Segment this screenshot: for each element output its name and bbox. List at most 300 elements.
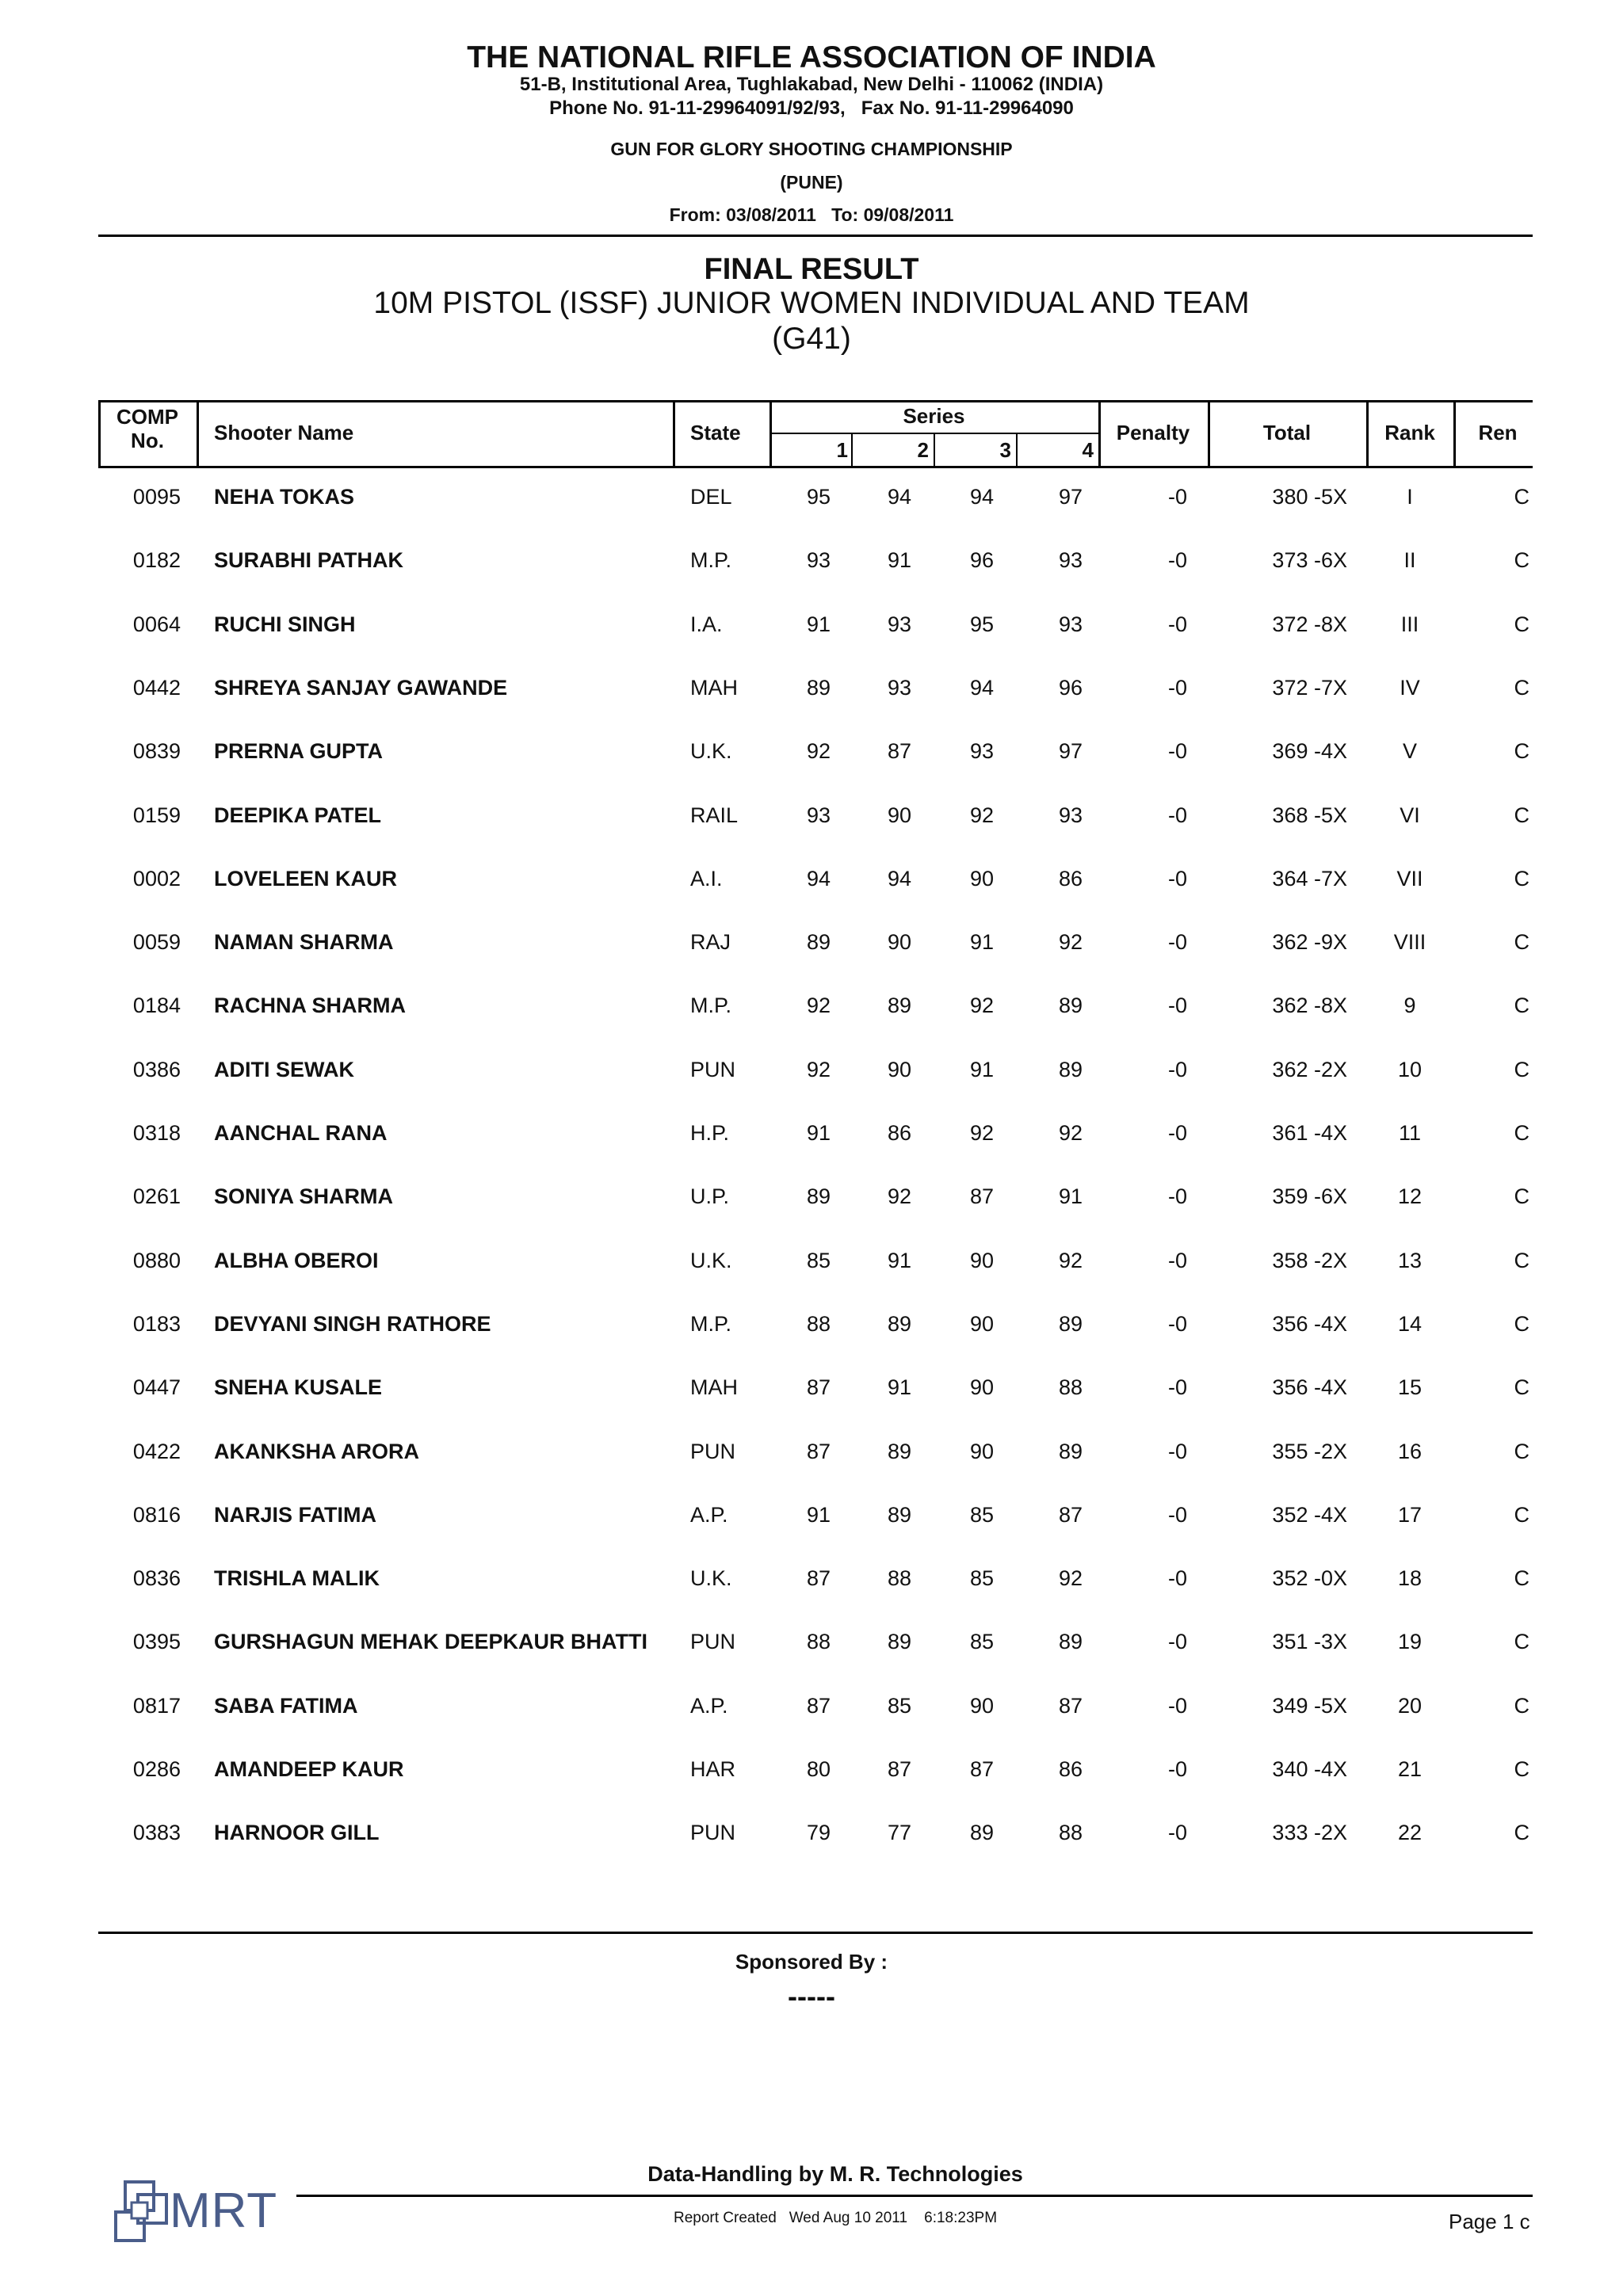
cell-rank: 11 (1398, 1121, 1422, 1145)
table-row (98, 1165, 1623, 1228)
cell-name: GURSHAGUN MEHAK DEEPKAUR BHATTI (214, 1630, 648, 1654)
cell-s4: 93 (1058, 548, 1083, 573)
cell-comp: 0817 (132, 1693, 181, 1718)
cell-s2: 90 (887, 1057, 911, 1081)
cell-s4: 86 (1058, 1757, 1083, 1781)
cell-s2: 91 (887, 1248, 911, 1272)
header-series-1: 1 (836, 438, 848, 462)
table-row (98, 1101, 1623, 1165)
cell-s3: 92 (969, 994, 994, 1018)
cell-s3: 93 (969, 739, 994, 764)
cell-name: PRERNA GUPTA (214, 739, 384, 764)
cell-s4: 91 (1058, 1184, 1083, 1209)
cell-comp: 0286 (132, 1757, 181, 1781)
cell-state: MAH (690, 1375, 738, 1400)
cell-s1: 80 (806, 1757, 831, 1781)
cell-total: 355 -2X (1272, 1439, 1347, 1463)
cell-s1: 92 (806, 739, 831, 764)
cell-s4: 89 (1058, 1630, 1083, 1654)
cell-remarks: C (1514, 548, 1529, 573)
cell-state: PUN (690, 1057, 736, 1081)
table-row (98, 1547, 1623, 1610)
cell-s4: 88 (1058, 1821, 1083, 1845)
cell-s4: 96 (1058, 675, 1083, 700)
header-state: State (690, 421, 741, 444)
header-total: Total (1262, 421, 1312, 444)
cell-s4: 87 (1058, 1502, 1083, 1527)
cell-comp: 0182 (132, 548, 181, 573)
cell-comp: 0395 (132, 1630, 181, 1654)
table-row (98, 1737, 1623, 1801)
cell-penalty: -0 (1167, 1439, 1187, 1463)
cell-rank: 19 (1397, 1630, 1423, 1654)
cell-state: H.P. (690, 1121, 730, 1145)
cell-s3: 94 (969, 675, 994, 700)
cell-remarks: C (1514, 1311, 1529, 1336)
header-top-border (98, 400, 1533, 402)
cell-state: DEL (690, 485, 732, 509)
cell-s1: 94 (806, 866, 831, 891)
table-row (98, 719, 1623, 783)
cell-rank: VI (1400, 803, 1420, 827)
cell-s2: 87 (887, 739, 911, 764)
cell-penalty: -0 (1167, 1821, 1187, 1845)
cell-rank: 16 (1397, 1439, 1423, 1463)
cell-s3: 90 (969, 866, 994, 891)
cell-rank: 20 (1397, 1693, 1423, 1718)
cell-comp: 0183 (132, 1311, 181, 1336)
cell-rank: 17 (1397, 1502, 1423, 1527)
cell-name: NEHA TOKAS (214, 485, 355, 509)
cell-total: 359 -6X (1272, 1184, 1347, 1209)
cell-rank: IV (1400, 675, 1420, 700)
cell-s2: 89 (887, 1439, 911, 1463)
cell-total: 361 -4X (1272, 1121, 1347, 1145)
cell-total: 372 -7X (1272, 675, 1347, 700)
cell-penalty: -0 (1167, 1693, 1187, 1718)
cell-s3: 92 (969, 1121, 994, 1145)
cell-remarks: C (1514, 803, 1529, 827)
cell-s3: 87 (969, 1184, 994, 1209)
cell-s3: 87 (969, 1757, 994, 1781)
cell-rank: I (1407, 485, 1413, 509)
header-penalty: Penalty (1116, 421, 1190, 444)
header-divider (98, 235, 1533, 237)
cell-remarks: C (1514, 1566, 1529, 1591)
cell-remarks: C (1514, 1630, 1529, 1654)
table-row (98, 1038, 1623, 1101)
cell-s2: 89 (887, 1502, 911, 1527)
cell-s4: 92 (1058, 930, 1083, 955)
cell-rank: 12 (1397, 1184, 1423, 1209)
table-row (98, 910, 1623, 974)
cell-s1: 93 (806, 803, 831, 827)
cell-penalty: -0 (1167, 1184, 1187, 1209)
cell-penalty: -0 (1167, 739, 1187, 764)
cell-s4: 97 (1058, 739, 1083, 764)
cell-state: M.P. (690, 548, 732, 573)
cell-s2: 89 (887, 1630, 911, 1654)
cell-comp: 0836 (132, 1566, 181, 1591)
cell-s1: 89 (806, 675, 831, 700)
cell-total: 340 -4X (1272, 1757, 1347, 1781)
cell-remarks: C (1514, 739, 1529, 764)
cell-remarks: C (1514, 675, 1529, 700)
cell-total: 358 -2X (1272, 1248, 1347, 1272)
cell-comp: 0261 (132, 1184, 181, 1209)
cell-name: SABA FATIMA (214, 1693, 358, 1718)
cell-comp: 0422 (132, 1439, 181, 1463)
table-row (98, 465, 1623, 528)
data-handling-credit: Data-Handling by M. R. Technologies (647, 2162, 1023, 2186)
cell-s4: 87 (1058, 1693, 1083, 1718)
table-row (98, 1229, 1623, 1292)
cell-penalty: -0 (1167, 548, 1187, 573)
cell-comp: 0002 (132, 866, 181, 891)
cell-s3: 85 (969, 1502, 994, 1527)
footer-divider (98, 1932, 1533, 1934)
cell-state: M.P. (690, 1311, 732, 1336)
cell-comp: 0064 (132, 612, 181, 636)
cell-state: A.I. (690, 866, 723, 891)
report-created: Report Created Wed Aug 10 2011 6:18:23PM (673, 2210, 998, 2226)
header-series-2: 2 (917, 438, 929, 462)
page-number: Page 1 c (1449, 2210, 1530, 2233)
cell-s2: 85 (887, 1693, 911, 1718)
cell-remarks: C (1514, 1502, 1529, 1527)
cell-s3: 94 (969, 485, 994, 509)
cell-s3: 90 (969, 1693, 994, 1718)
cell-s4: 86 (1058, 866, 1083, 891)
cell-total: 352 -4X (1272, 1502, 1347, 1527)
championship-dates: From: 03/08/2011 To: 09/08/2011 (669, 204, 954, 225)
cell-rank: 13 (1397, 1248, 1423, 1272)
cell-s4: 89 (1058, 994, 1083, 1018)
cell-remarks: C (1514, 1057, 1529, 1081)
cell-total: 356 -4X (1272, 1375, 1347, 1400)
cell-name: NAMAN SHARMA (214, 930, 394, 955)
table-row (98, 784, 1623, 847)
cell-penalty: -0 (1167, 485, 1187, 509)
cell-remarks: C (1514, 485, 1529, 509)
cell-comp: 0816 (132, 1502, 181, 1527)
cell-s3: 90 (969, 1439, 994, 1463)
cell-rank: VII (1396, 866, 1423, 891)
cell-s1: 87 (806, 1375, 831, 1400)
cell-name: AMANDEEP KAUR (214, 1757, 404, 1781)
cell-total: 369 -4X (1272, 739, 1347, 764)
cell-s1: 93 (806, 548, 831, 573)
col-border (673, 400, 675, 468)
cell-state: RAIL (690, 803, 739, 827)
cell-name: RACHNA SHARMA (214, 994, 406, 1018)
cell-comp: 0059 (132, 930, 181, 955)
cell-name: ADITI SEWAK (214, 1057, 355, 1081)
cell-penalty: -0 (1167, 930, 1187, 955)
sponsor-name: ----- (788, 1980, 835, 2012)
cell-s1: 95 (806, 485, 831, 509)
cell-state: U.P. (690, 1184, 730, 1209)
cell-total: 368 -5X (1272, 803, 1347, 827)
cell-remarks: C (1514, 1121, 1529, 1145)
cell-total: 373 -6X (1272, 548, 1347, 573)
cell-penalty: -0 (1167, 1502, 1187, 1527)
cell-rank: 18 (1397, 1566, 1423, 1591)
cell-name: SNEHA KUSALE (214, 1375, 383, 1400)
cell-state: U.K. (690, 1248, 732, 1272)
cell-penalty: -0 (1167, 994, 1187, 1018)
cell-s1: 91 (806, 612, 831, 636)
cell-name: SONIYA SHARMA (214, 1184, 394, 1209)
cell-remarks: C (1514, 612, 1529, 636)
cell-total: 362 -8X (1272, 994, 1347, 1018)
cell-s4: 97 (1058, 485, 1083, 509)
cell-total: 349 -5X (1272, 1693, 1347, 1718)
table-row (98, 528, 1623, 592)
col-border (197, 400, 199, 468)
cell-penalty: -0 (1167, 612, 1187, 636)
cell-rank: III (1400, 612, 1419, 636)
cell-s4: 89 (1058, 1439, 1083, 1463)
sponsored-by-label: Sponsored By : (735, 1950, 888, 1974)
cell-name: DEVYANI SINGH RATHORE (214, 1311, 491, 1336)
cell-s4: 89 (1058, 1057, 1083, 1081)
cell-s1: 87 (806, 1693, 831, 1718)
cell-s3: 91 (969, 1057, 994, 1081)
cell-s2: 93 (887, 612, 911, 636)
org-name: THE NATIONAL RIFLE ASSOCIATION OF INDIA (467, 40, 1156, 74)
cell-comp: 0839 (132, 739, 181, 764)
cell-rank: 22 (1397, 1821, 1423, 1845)
cell-state: MAH (690, 675, 738, 700)
cell-s2: 87 (887, 1757, 911, 1781)
cell-name: RUCHI SINGH (214, 612, 356, 636)
table-row (98, 847, 1623, 910)
cell-s1: 88 (806, 1630, 831, 1654)
header-remarks: Ren (1478, 421, 1518, 444)
cell-s1: 91 (806, 1121, 831, 1145)
cell-state: RAJ (690, 930, 731, 955)
cell-total: 352 -0X (1272, 1566, 1347, 1591)
cell-s4: 89 (1058, 1311, 1083, 1336)
cell-s2: 89 (887, 994, 911, 1018)
cell-comp: 0386 (132, 1057, 181, 1081)
cell-s1: 92 (806, 1057, 831, 1081)
credit-underline (296, 2195, 1533, 2197)
cell-remarks: C (1514, 1757, 1529, 1781)
cell-state: A.P. (690, 1693, 728, 1718)
cell-penalty: -0 (1167, 1057, 1187, 1081)
cell-s2: 91 (887, 1375, 911, 1400)
cell-s3: 92 (969, 803, 994, 827)
cell-s2: 93 (887, 675, 911, 700)
cell-total: 380 -5X (1272, 485, 1347, 509)
table-row (98, 1356, 1623, 1419)
cell-name: LOVELEEN KAUR (214, 866, 398, 891)
table-row (98, 593, 1623, 656)
cell-s3: 85 (969, 1566, 994, 1591)
cell-s1: 85 (806, 1248, 831, 1272)
cell-comp: 0318 (132, 1121, 181, 1145)
cell-remarks: C (1514, 1693, 1529, 1718)
cell-s2: 94 (887, 485, 911, 509)
cell-remarks: C (1514, 1248, 1529, 1272)
cell-state: U.K. (690, 739, 732, 764)
cell-s4: 88 (1058, 1375, 1083, 1400)
cell-name: TRISHLA MALIK (214, 1566, 380, 1591)
cell-state: A.P. (690, 1502, 728, 1527)
header-series-3: 3 (999, 438, 1011, 462)
cell-state: I.A. (690, 612, 723, 636)
col-border (1453, 400, 1456, 468)
cell-penalty: -0 (1167, 1311, 1187, 1336)
cell-state: HAR (690, 1757, 736, 1781)
cell-name: SURABHI PATHAK (214, 548, 403, 573)
cell-s2: 77 (887, 1821, 911, 1845)
table-header (98, 400, 1623, 467)
cell-remarks: C (1514, 994, 1529, 1018)
cell-comp: 0095 (132, 485, 181, 509)
table-row (98, 1610, 1623, 1673)
header-comp (98, 405, 197, 452)
cell-penalty: -0 (1167, 1566, 1187, 1591)
cell-penalty: -0 (1167, 1121, 1187, 1145)
mrt-logo (114, 2180, 304, 2248)
cell-s4: 92 (1058, 1121, 1083, 1145)
table-row (98, 656, 1623, 719)
table-row (98, 1420, 1623, 1483)
cell-s3: 90 (969, 1375, 994, 1400)
report-title: FINAL RESULT (704, 253, 919, 286)
cell-s3: 90 (969, 1248, 994, 1272)
cell-s2: 90 (887, 930, 911, 955)
championship-venue: (PUNE) (780, 172, 843, 193)
cell-penalty: -0 (1167, 1375, 1187, 1400)
cell-total: 333 -2X (1272, 1821, 1347, 1845)
header-series-4: 4 (1082, 438, 1094, 462)
cell-remarks: C (1514, 930, 1529, 955)
cell-s4: 93 (1058, 612, 1083, 636)
cell-s2: 88 (887, 1566, 911, 1591)
cell-rank: II (1403, 548, 1416, 573)
cell-s2: 86 (887, 1121, 911, 1145)
mrt-logo-text: MRT (170, 2183, 278, 2238)
cell-comp: 0184 (132, 994, 181, 1018)
cell-remarks: C (1514, 866, 1529, 891)
cell-total: 362 -9X (1272, 930, 1347, 955)
cell-s4: 92 (1058, 1248, 1083, 1272)
cell-state: PUN (690, 1630, 736, 1654)
cell-comp: 0442 (132, 675, 181, 700)
cell-s1: 88 (806, 1311, 831, 1336)
cell-total: 356 -4X (1272, 1311, 1347, 1336)
cell-rank: 9 (1403, 994, 1416, 1018)
cell-penalty: -0 (1167, 675, 1187, 700)
cell-name: SHREYA SANJAY GAWANDE (214, 675, 508, 700)
cell-s2: 90 (887, 803, 911, 827)
table-row (98, 1483, 1623, 1547)
cell-total: 372 -8X (1272, 612, 1347, 636)
event-name: 10M PISTOL (ISSF) JUNIOR WOMEN INDIVIDUAL AND TEAM (373, 286, 1250, 320)
cell-s3: 89 (969, 1821, 994, 1845)
cell-s3: 95 (969, 612, 994, 636)
cell-s2: 89 (887, 1311, 911, 1336)
cell-s2: 91 (887, 548, 911, 573)
cell-s1: 79 (806, 1821, 831, 1845)
cell-penalty: -0 (1167, 1248, 1187, 1272)
cell-s3: 90 (969, 1311, 994, 1336)
cell-s3: 91 (969, 930, 994, 955)
cell-penalty: -0 (1167, 803, 1187, 827)
header-series: Series (903, 404, 965, 428)
cell-comp: 0383 (132, 1821, 181, 1845)
cell-state: PUN (690, 1439, 736, 1463)
cell-penalty: -0 (1167, 866, 1187, 891)
cell-state: PUN (690, 1821, 736, 1845)
cell-rank: 21 (1397, 1757, 1423, 1781)
cell-state: M.P. (690, 994, 732, 1018)
cell-name: HARNOOR GILL (214, 1821, 380, 1845)
cell-rank: V (1402, 739, 1417, 764)
cell-s4: 92 (1058, 1566, 1083, 1591)
cell-s1: 87 (806, 1439, 831, 1463)
cell-rank: 15 (1397, 1375, 1423, 1400)
cell-total: 362 -2X (1272, 1057, 1347, 1081)
table-row (98, 1801, 1623, 1864)
cell-penalty: -0 (1167, 1630, 1187, 1654)
cell-remarks: C (1514, 1821, 1529, 1845)
cell-total: 364 -7X (1272, 866, 1347, 891)
cell-name: AANCHAL RANA (214, 1121, 388, 1145)
cell-remarks: C (1514, 1375, 1529, 1400)
cell-name: AKANKSHA ARORA (214, 1439, 419, 1463)
cell-s4: 93 (1058, 803, 1083, 827)
header-rank: Rank (1384, 421, 1435, 444)
cell-penalty: -0 (1167, 1757, 1187, 1781)
cell-remarks: C (1514, 1184, 1529, 1209)
table-row (98, 1674, 1623, 1737)
cell-rank: VIII (1393, 930, 1426, 955)
header-comp-line2: No. (131, 429, 164, 452)
org-phone: Phone No. 91-11-29964091/92/93, Fax No. 91-11-29964090 (549, 97, 1074, 119)
cell-s1: 87 (806, 1566, 831, 1591)
event-code: (G41) (772, 322, 851, 356)
championship-name: GUN FOR GLORY SHOOTING CHAMPIONSHIP (610, 139, 1013, 159)
header-comp-line1: COMP (116, 405, 178, 429)
cell-s3: 96 (969, 548, 994, 573)
header-shooter-name: Shooter Name (214, 421, 354, 444)
cell-s1: 92 (806, 994, 831, 1018)
cell-s1: 89 (806, 930, 831, 955)
cell-state: U.K. (690, 1566, 732, 1591)
cell-s2: 92 (887, 1184, 911, 1209)
cell-total: 351 -3X (1272, 1630, 1347, 1654)
org-address: 51-B, Institutional Area, Tughlakabad, New Delhi - 110062 (INDIA) (519, 74, 1104, 95)
cell-name: NARJIS FATIMA (214, 1502, 377, 1527)
cell-name: DEEPIKA PATEL (214, 803, 382, 827)
cell-comp: 0447 (132, 1375, 181, 1400)
cell-name: ALBHA OBEROI (214, 1248, 379, 1272)
cell-comp: 0159 (132, 803, 181, 827)
cell-s3: 85 (969, 1630, 994, 1654)
cell-s1: 89 (806, 1184, 831, 1209)
cell-rank: 14 (1397, 1311, 1423, 1336)
table-row (98, 1292, 1623, 1356)
cell-comp: 0880 (132, 1248, 181, 1272)
cell-remarks: C (1514, 1439, 1529, 1463)
cell-rank: 10 (1397, 1057, 1423, 1081)
table-row (98, 974, 1623, 1037)
